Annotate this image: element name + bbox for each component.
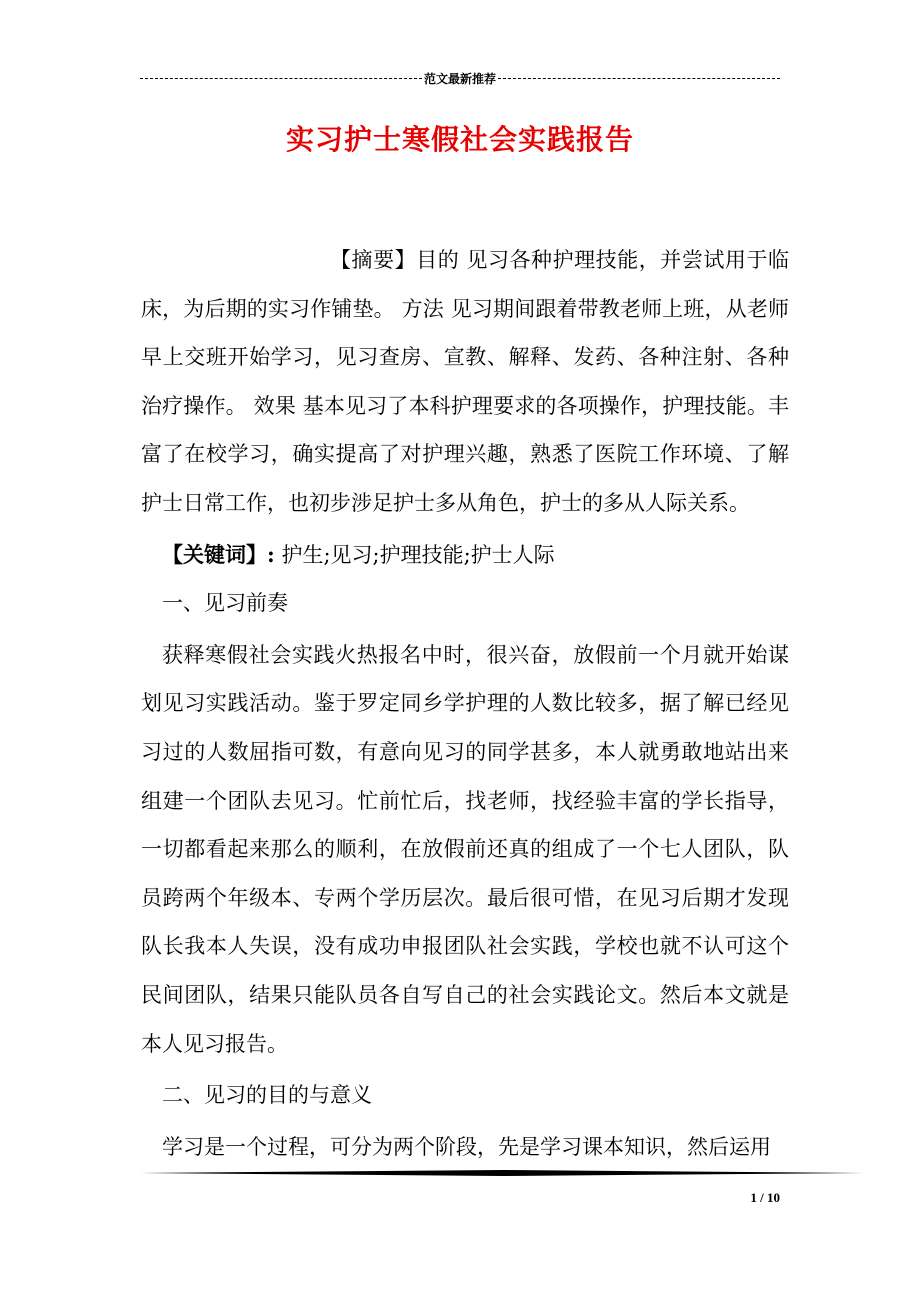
keywords-paragraph [141,531,789,580]
keywords-label: 【关键词】: [162,541,275,567]
section-1-paragraph: 获释寒假社会实践火热报名中时，很兴奋，放假前一个月就开始谋划见习实践活动。鉴于罗定同乡学护理的人数比较多，据了解已经见习过的人数屈指可数，有意向见习的同学甚多，本人就勇敢地站出来组建一个团队去见习。忙前忙后，找老师，找经验丰富的学长指导，一切都看起来那么的顺利，在放假前还真的组成了一个七人团队，队员跨两个年级本、专两个学历层次。最后很可惜，在见习后期才发现队长我本人失误，没有成功申报团队社会实践，学校也就不认可这个民间团队，结果只能队员各自写自己的社会实践论文。然后本文就是本人见习报告。 [141,642,789,1056]
section-2-paragraph: 学习是一个过程，可分为两个阶段，先是学习课本知识，然后运用 [162,1134,771,1159]
header-dash-right [498,78,780,79]
page-header [140,68,780,88]
header-label: 范文最新推荐 [424,71,497,86]
section-2-heading: 二、见习的目的与意义 [162,1083,372,1108]
page-number: 1 / 10 [750,1190,780,1205]
header-dash-left [140,78,422,79]
keywords-text: 护生;见习;护理技能;护士人际 [274,542,555,567]
document-body [141,236,789,1171]
footer-divider [140,1170,864,1176]
section-1-heading: 一、见习前奏 [162,591,288,616]
abstract-paragraph: 【摘要】目的 见习各种护理技能，并尝试用于临床，为后期的实习作铺垫。 方法 见习期间跟着带教老师上班，从老师早上交班开始学习，见习查房、宣教、解释、发药、各种注射、各种治疗操作。 效果 基本见习了本科护理要求的各项操作，护理技能。丰富了在校学习，确实提高了对护理兴趣，熟悉了医院工作环境、了解护士日常工作，也初步涉足护士多从角色，护士的多从人际关系。 [141,248,789,515]
document-title: 实习护士寒假社会实践报告 [285,123,634,156]
